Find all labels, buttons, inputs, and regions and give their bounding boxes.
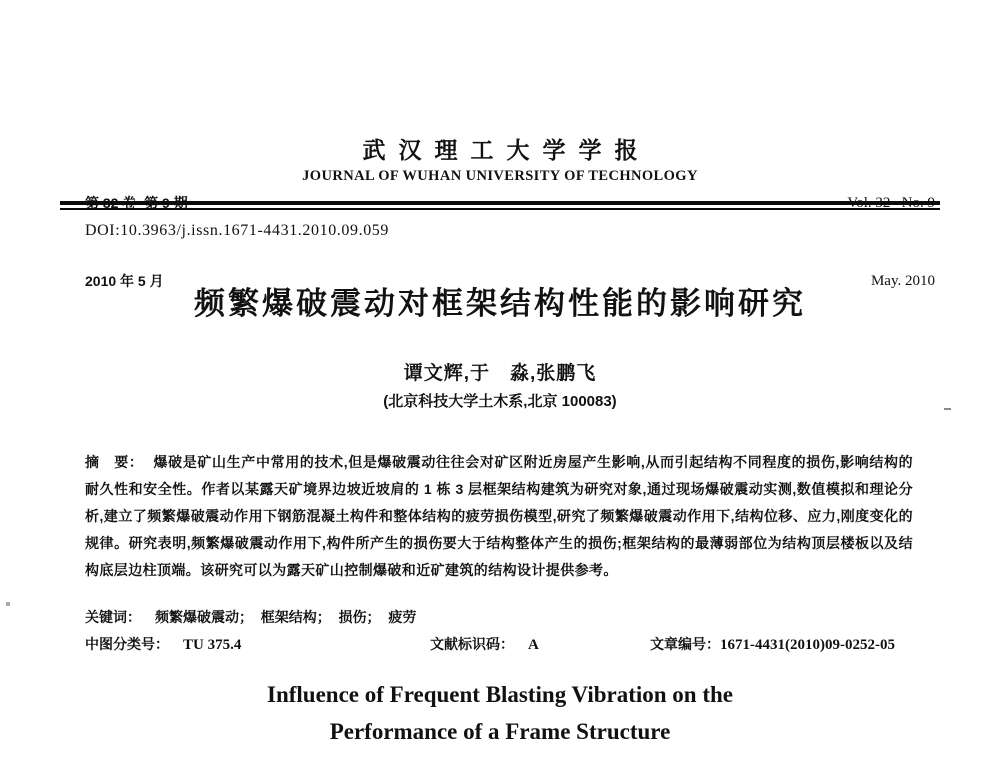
abstract-paragraph [85,449,913,584]
classification-row [85,631,895,658]
document-code: 文献标识码： A [430,636,539,653]
journal-name-cn: 武汉理工大学学报 [362,137,651,163]
journal-name-block [60,136,940,188]
issue-date-en: May. 2010 [870,273,935,289]
article-title-en-line2: Performance of a Frame Structure [329,719,671,744]
abstract-label: 摘 要： [85,454,144,470]
article-id: 文章编号：1671-4431(2010)09-0252-05 [650,636,895,653]
doi-line: DOI:10.3963/j.issn.1671-4431.2010.09.059 [85,222,389,239]
masthead-rule-thick [60,201,940,205]
article-title-cn: 频繁爆破震动对框架结构性能的影响研究 [194,286,806,321]
keywords-row [85,604,913,631]
abstract-text: 爆破是矿山生产中常用的技术,但是爆破震动往往会对矿区附近房屋产生影响,从而引起结构不同程度的损伤,影响结构的耐久性和安全性。作者以某露天矿境界边坡近坡肩的 1 栋 3 层框架结构建筑为研究对象,通过现场爆破震动实测,数值模拟和理论分析,建立了频繁爆破震动作用下钢筋混凝土构件和整体结构的疲劳损伤模型,研究了频繁爆破震动作用下,结构位移、应力,刚度变化的规律。研究表明,频繁爆破震动作用下,构件所产生的损伤要大于结构整体产生的损伤;框架结构的最薄弱部位为结构顶层楼板以及结构底层边柱顶端。该研究可以为露天矿山控制爆破和近矿建筑的结构设计提供参考。 [85,454,914,578]
article-title-en-line1: Influence of Frequent Blasting Vibration on the [267,682,733,707]
scan-speck-right [944,408,951,410]
journal-name-en: JOURNAL OF WUHAN UNIVERSITY OF TECHNOLOGY [302,168,698,184]
keywords-label: 关键词： [85,609,141,625]
issue-date-cn: 2010 年 5 月 [85,273,164,289]
clc-number: 中图分类号： TU 375.4 [85,636,242,653]
keywords-text: 频繁爆破震动； 框架结构； 损伤； 疲劳 [155,609,417,625]
author-names: 谭文辉,于 淼,张鹏飞 [403,363,597,384]
scan-speck-left [6,602,10,606]
masthead-rule-thin [60,208,940,210]
author-affiliation: (北京科技大学土木系,北京 100083) [383,393,617,410]
article-title-en [0,676,1000,750]
